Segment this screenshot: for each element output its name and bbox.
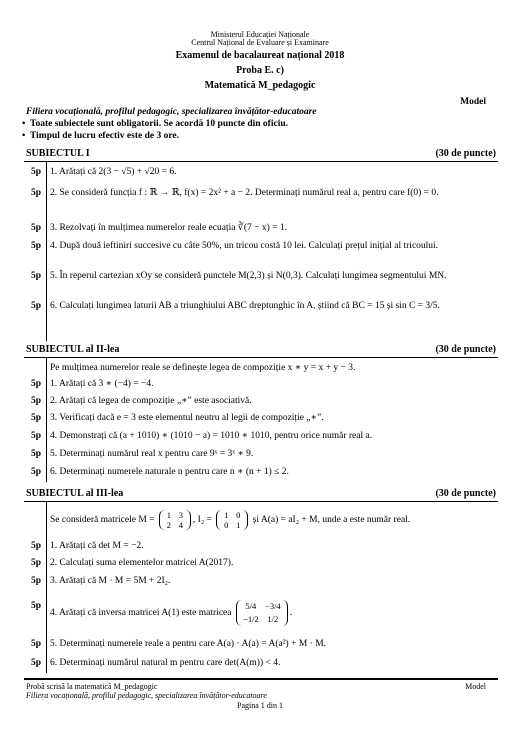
section-points: (30 de puncte) bbox=[435, 148, 496, 159]
page-number: Pagina 1 din 1 bbox=[237, 701, 283, 710]
section-title-2: SUBIECTUL al II-lea (30 de puncte) bbox=[26, 344, 496, 355]
ministry-header: Ministerul Educației Naționale bbox=[210, 30, 310, 39]
footer-model: Model bbox=[465, 682, 486, 691]
matrix-m: 1 3 2 4 bbox=[159, 510, 191, 530]
model-label: Model bbox=[460, 97, 486, 107]
matrix-identity: 1 0 0 1 bbox=[216, 510, 248, 530]
section-title-3: SUBIECTUL al III-lea (30 de puncte) bbox=[26, 488, 496, 499]
center-header: Centrul Național de Evaluare și Examinare bbox=[191, 38, 329, 47]
footer-line-2: Filiera vocațională, profilul pedagogic, specializarea învățător-educatoare bbox=[26, 691, 267, 700]
rule-item: • Timpul de lucru efectiv este de 3 ore. bbox=[30, 131, 179, 141]
proba-title: Proba E. c) bbox=[236, 65, 284, 76]
matrix-inverse: 5/4 −3/4 −1/2 1/2 bbox=[236, 600, 288, 626]
rule-item: • Toate subiectele sunt obligatorii. Se acordă 10 puncte din oficiu. bbox=[30, 119, 288, 129]
exam-title: Examenul de bacalaureat național 2018 bbox=[175, 50, 345, 61]
section-title-1: SUBIECTUL I (30 de puncte) bbox=[26, 148, 496, 159]
section-points: (30 de puncte) bbox=[435, 344, 496, 355]
exam-page: Ministerul Educației Naționale Centrul Național de Evaluare și Examinare Examenul de bacalaureat național 2018 Proba E. c) Matematică M_pedagogic Model Filiera vocațională, profilul pedagogic, specializarea învățător-educatoare • Toate subiectele sunt obligatorii. Se acordă 10 puncte din oficiu. • Timpul de lucru efectiv este de 3 ore. SUBIECTUL I (30 de puncte) 5p 1. Arătați că 2(3 − √5) + √20 = 6. 5p 2. Se consideră funcția f : ℝ → ℝ, f(x) = 2x² + a − 2. Determinați numărul real a, pentru care f(0) = 0. 5p 3. Rezolvați în mulțimea numerelor reale ecuația ∛(7 − x) = 1. 5p 4. După două ieftiniri succesive cu câte 50%, un tricou costă 10 lei. Calculați prețul inițial al tricoului. 5p 5. În reperul cartezian xOy se consideră punctele M(2,3) și N(0,3). Calculați lungimea segmentului MN. 5p 6. Calculați lungimea laturii AB a triunghiului ABC dreptunghic în A, știind că BC = 15 și sin C = 3/5. SUBIECTUL al II-lea (30 de puncte) Pe mulțimea numerelor reale se definește legea de compoziție x ∗ y = x + y − 3. 5p 1. Arătați că 3 ∗ (−4) = −4. 5p 2. Arătați că legea de compoziție „∗” este asociativă. 5p 3. Verificați dacă e = 3 este elementul neutru al legii de compoziție „∗”. 5p 4. Demonstrați că (a + 1010) ∗ (1010 − a) = 1010 ∗ 1010, pentru orice număr real a. 5p 5. Determinați numărul real x pentru care 9ˣ = 3ˣ ∗ 9. 5p 6. Determinați numerele naturale n pentru care n ∗ (n + 1) ≤ 2. SUBIECTUL al III-lea (30 de puncte) Se consideră matricele M = 1 3 2 4 , I₂ = 1 0 0 1 și A(a) = aI₂ + M, unde a este număr real. 5p 1. Arătați că det M = −2. 5p 2. Calculați suma elementelor matricei A(2017). 5p 3. Arătați că M · M = 5M + 2I₂. 5p 4. Arătați că inversa matricei A(1) este matricea 5/4 −3/4 −1/2 1/2. 5p 5. Determinați numerele reale a pentru care A(a) · A(a) = A(a²) + M · M. 5p 6. Determinați numărul natural m pentru care det(A(m)) < 4. Probă scrisă la matematică M_pedagogic Model Filiera vocațională, profilul pedagogic, specializarea învățător-educatoare Pagina 1 din 1 bbox=[0, 0, 520, 730]
profile-line: Filiera vocațională, profilul pedagogic, specializarea învățător-educatoare bbox=[26, 107, 317, 117]
section-points: (30 de puncte) bbox=[435, 488, 496, 499]
subject-title: Matematică M_pedagogic bbox=[204, 80, 316, 91]
footer-line-1: Probă scrisă la matematică M_pedagogic bbox=[26, 682, 158, 691]
